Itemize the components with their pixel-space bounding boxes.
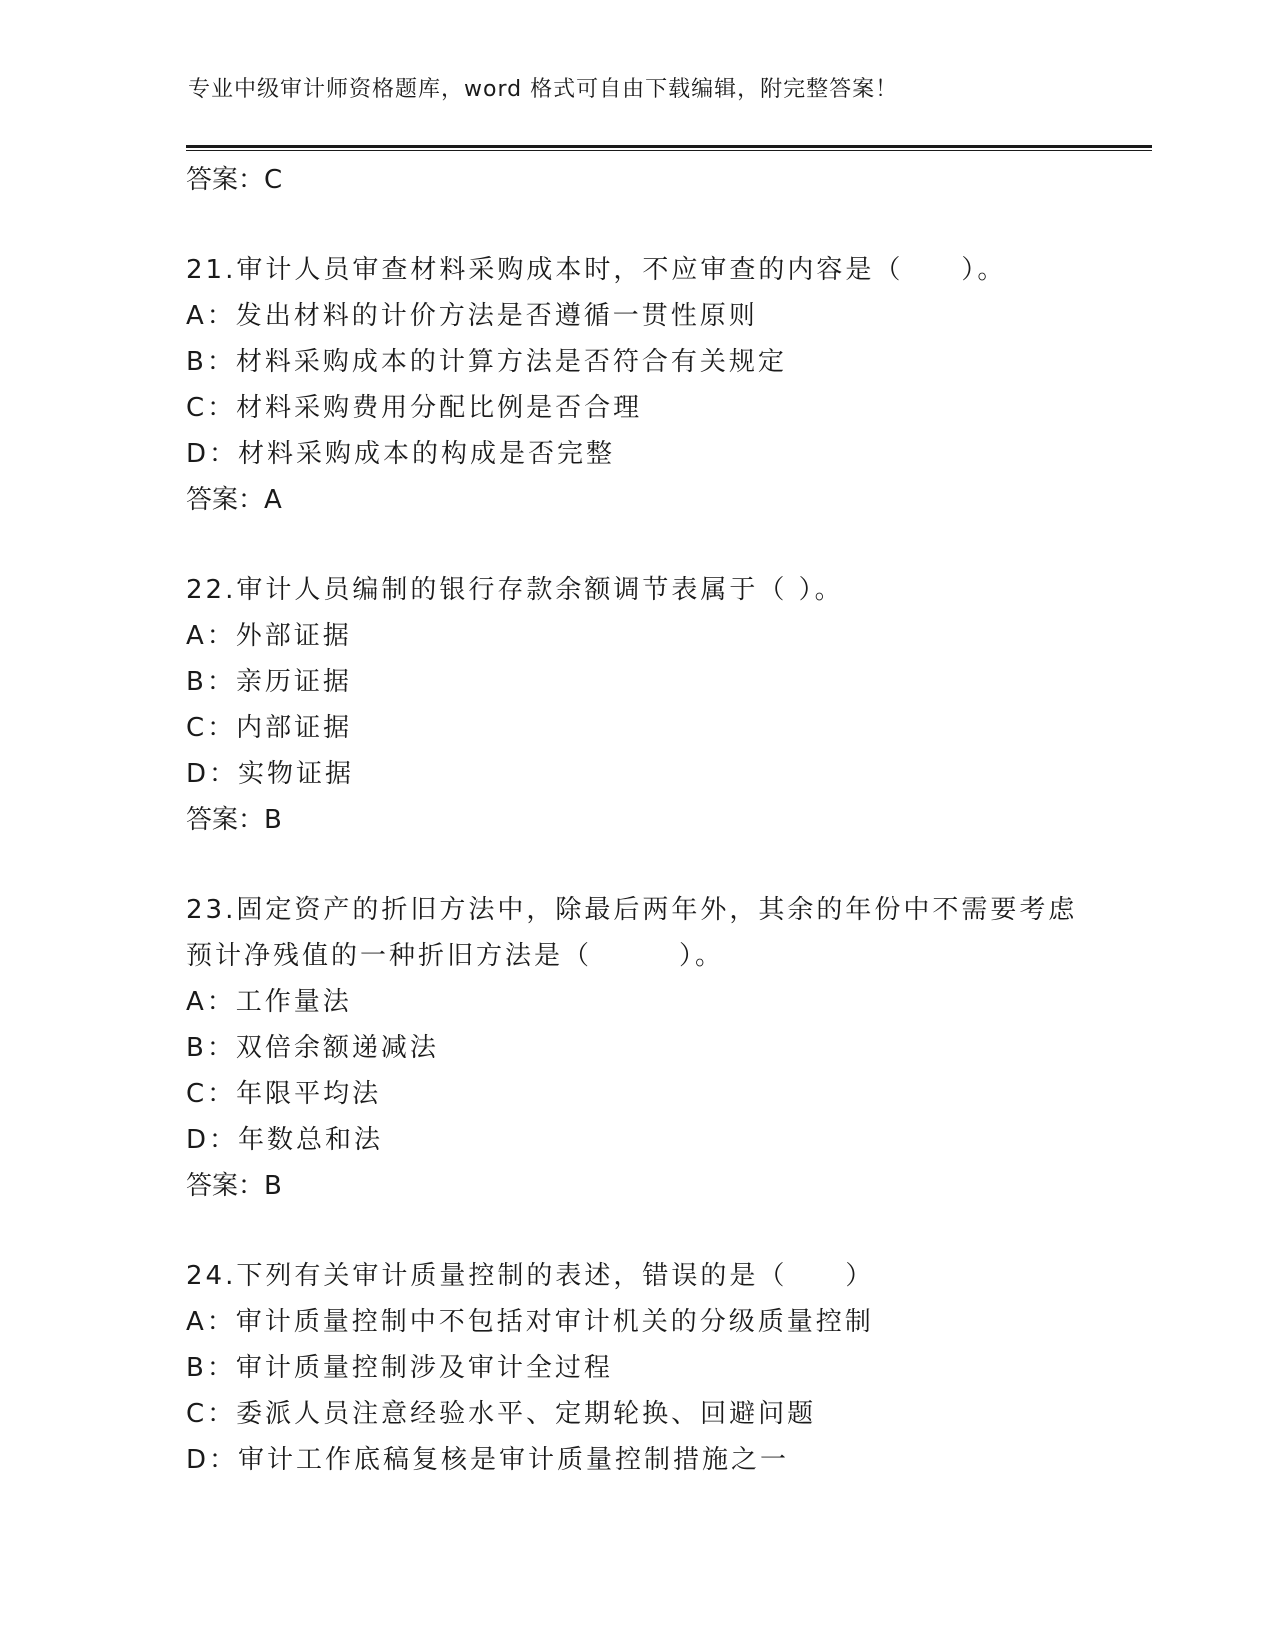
spacer bbox=[186, 523, 1146, 567]
option-line: C：委派人员注意经验水平、定期轮换、回避问题 bbox=[186, 1399, 817, 1429]
option-line: C：内部证据 bbox=[186, 713, 353, 743]
option-line: C：材料采购费用分配比例是否合理 bbox=[186, 393, 643, 423]
option-line: D：实物证据 bbox=[186, 759, 355, 789]
question-line: 24.下列有关审计质量控制的表述，错误的是（ ） bbox=[186, 1261, 875, 1291]
answer-line: 答案：A bbox=[186, 485, 282, 515]
question-line: 23.固定资产的折旧方法中，除最后两年外，其余的年份中不需要考虑 bbox=[186, 895, 1078, 925]
option-line: A：工作量法 bbox=[186, 987, 352, 1017]
option-line: B：亲历证据 bbox=[186, 667, 352, 697]
option-line: B：审计质量控制涉及审计全过程 bbox=[186, 1353, 613, 1383]
answer-line: 答案：B bbox=[186, 1171, 282, 1201]
option-line: A：发出材料的计价方法是否遵循一贯性原则 bbox=[186, 301, 758, 331]
page-header: 专业中级审计师资格题库，word 格式可自由下载编辑，附完整答案！ bbox=[188, 77, 899, 102]
option-line: A：外部证据 bbox=[186, 621, 352, 651]
question-content bbox=[186, 157, 1146, 1483]
option-line: C：年限平均法 bbox=[186, 1079, 382, 1109]
question-line: 21.审计人员审查材料采购成本时，不应审查的内容是（ ）。 bbox=[186, 255, 1007, 285]
header-rule-thin bbox=[186, 150, 1152, 151]
option-line: D：年数总和法 bbox=[186, 1125, 384, 1155]
spacer bbox=[186, 203, 1146, 247]
spacer bbox=[186, 1209, 1146, 1253]
spacer bbox=[186, 843, 1146, 887]
option-line: A：审计质量控制中不包括对审计机关的分级质量控制 bbox=[186, 1307, 874, 1337]
option-line: B：材料采购成本的计算方法是否符合有关规定 bbox=[186, 347, 787, 377]
option-line: B：双倍余额递减法 bbox=[186, 1033, 439, 1063]
option-line: D：审计工作底稿复核是审计质量控制措施之一 bbox=[186, 1445, 790, 1475]
answer-line: 答案：B bbox=[186, 805, 282, 835]
header-rule-thick bbox=[186, 145, 1152, 148]
question-line: 22.审计人员编制的银行存款余额调节表属于（ ）。 bbox=[186, 575, 844, 605]
option-line: D：材料采购成本的构成是否完整 bbox=[186, 439, 616, 469]
answer-line: 答案：C bbox=[186, 165, 283, 195]
question-line: 预计净残值的一种折旧方法是（ ）。 bbox=[186, 941, 725, 971]
